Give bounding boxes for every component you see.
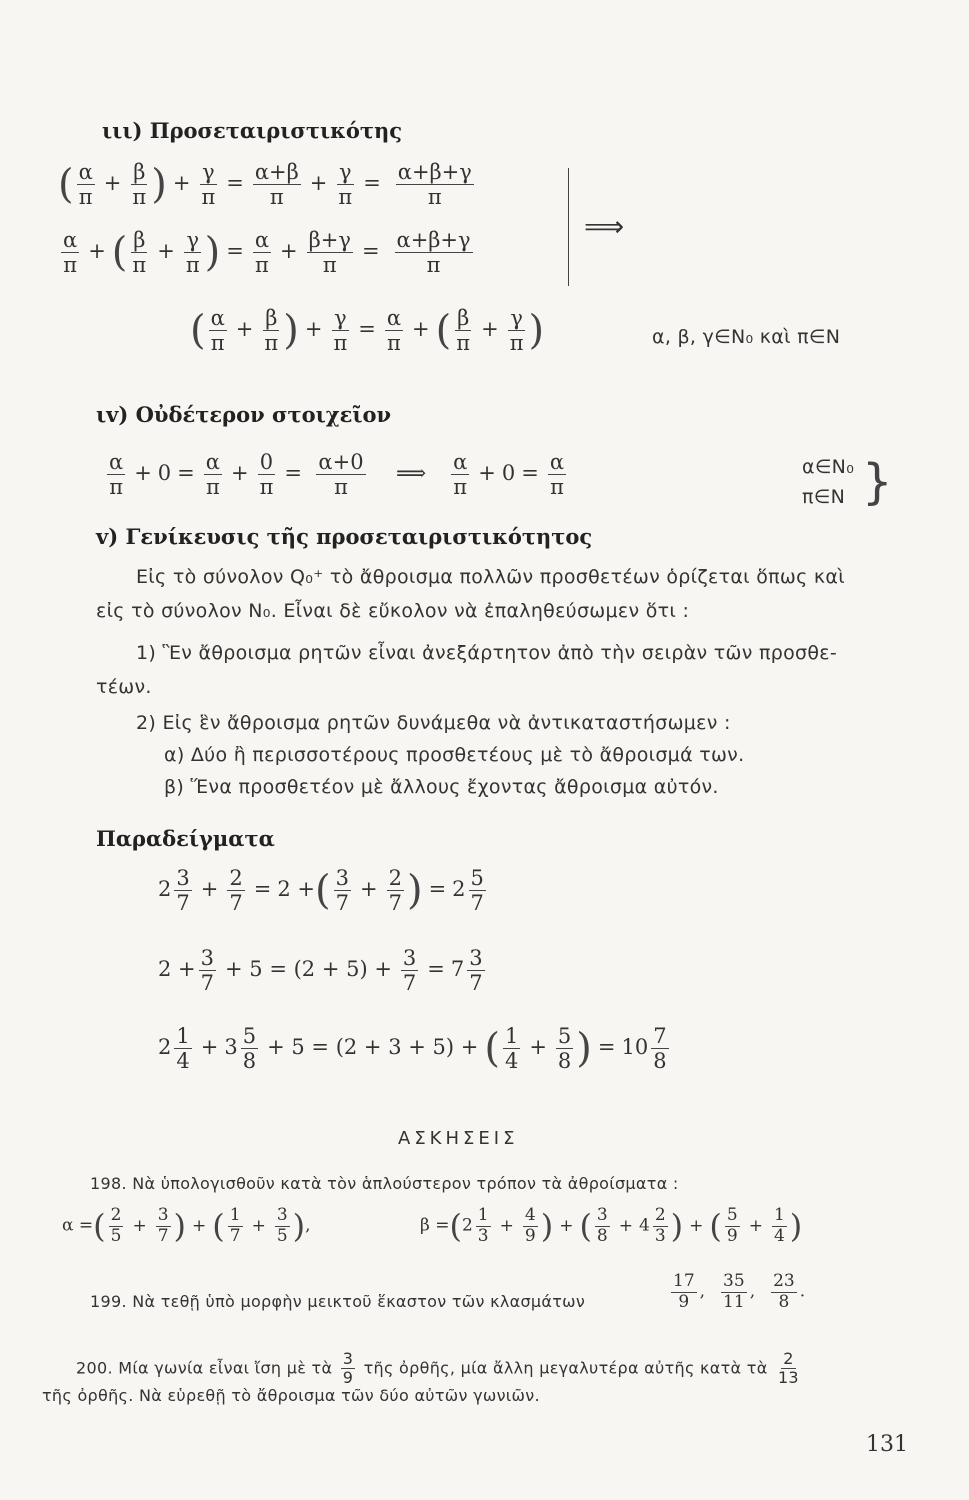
exercise-198-beta: β =(2 $\frac{1}{3}$ + $\frac{4}{9}$ ) + ( $\frac{3}{8}$ + 4 $\frac{2}{3}$ ) + ( $\frac{5}{9}$ + $\frac{1}{4}$ ) — [420, 1205, 803, 1246]
section-iv-heading: ιv) Οὐδέτερον στοιχεῖον — [96, 402, 392, 427]
identity-condition-2: π∈N — [802, 486, 846, 508]
exercise-198: 198. Νὰ ὑπολογισθοῦν κατὰ τὸν ἁπλούστερον τρόπον τὰ ἀθροίσματα : — [90, 1174, 679, 1193]
rule-2a: α) Δύο ἢ περισσοτέρους προσθετέους μὲ τὸ ἄθροισμά των. — [164, 744, 745, 766]
example-1: 2 $\frac{3}{7}$ + $\frac{2}{7}$ = 2 +( $\frac{3}{7}$ + $\frac{2}{7}$ ) = 2 $\frac{5}{7}$ — [158, 866, 484, 916]
rule-2b: β) Ἕνα προσθετέον μὲ ἄλλους ἔχοντας ἄθροισμα αὐτόν. — [164, 776, 719, 798]
assoc-result-equation: ( $\frac{\alpha}{\pi}$ + $\frac{\beta}{\pi}$ ) + $\frac{\gamma}{\pi}$ = $\frac{\alpha}{\pi}$ + ( $\frac{\beta}{\pi}$ + $\frac{\gamma}{\pi}$ ) — [190, 306, 545, 356]
identity-condition-1: α∈N₀ — [802, 456, 855, 478]
assoc-equation-row-2: $\frac{\alpha}{\pi}$ + ( $\frac{\beta}{\pi}$ + $\frac{\gamma}{\pi}$ ) = $\frac{\alpha}{\pi}$ + $\frac{\beta+\gamma}{\pi}$ = $\frac{\alpha+\beta+\gamma}{\pi}$ — [63, 228, 471, 278]
rule-1-line-1: 1) Ἓν ἄθροισμα ρητῶν εἶναι ἀνεξάρτητον ἀπὸ τὴν σειρὰν τῶν προσθε- — [136, 642, 838, 664]
exercise-199: 199. Νὰ τεθῇ ὑπὸ μορφὴν μεικτοῦ ἕκαστον τῶν κλασμάτων — [90, 1292, 586, 1311]
rule-2: 2) Εἰς ἓν ἄθροισμα ρητῶν δυνάμεθα νὰ ἀντικαταστήσωμεν : — [136, 712, 731, 734]
rule-1-line-2: τέων. — [96, 676, 152, 698]
exercise-198-alpha: α =( $\frac{2}{5}$ + $\frac{3}{7}$ ) + ( $\frac{1}{7}$ + $\frac{3}{5}$ ), — [62, 1205, 311, 1246]
example-2: 2 + $\frac{3}{7}$ + 5 = (2 + 5) + $\frac{3}{7}$ = 7 $\frac{3}{7}$ — [158, 946, 483, 996]
page-number: 131 — [866, 1432, 908, 1457]
exercises-heading: ΑΣΚΗΣΕΙΣ — [398, 1128, 519, 1149]
assoc-equation-row-1: ( $\frac{\alpha}{\pi}$ + $\frac{\beta}{\pi}$ ) + $\frac{\gamma}{\pi}$ = $\frac{\alpha+\beta}{\pi}$ + $\frac{\gamma}{\pi}$ = $\frac{\alpha+\beta+\gamma}{\pi}$ — [58, 160, 472, 210]
right-bracket — [562, 168, 569, 286]
section-v-paragraph-line-1: Εἰς τὸ σύνολον Q₀⁺ τὸ ἄθροισμα πολλῶν προσθετέων ὁρίζεται ὅπως καὶ — [136, 566, 845, 588]
examples-heading: Παραδείγματα — [96, 826, 275, 851]
assoc-conditions: α, β, γ∈N₀ καὶ π∈N — [652, 326, 841, 348]
implies-arrow-icon: ⟹ — [584, 210, 625, 243]
exercise-199-fractions: $\frac{17}{9}$ , $\frac{35}{11}$ , $\frac{23}{8}$ . — [673, 1271, 806, 1312]
exercise-200-line-2: τῆς ὀρθῆς. Νὰ εὑρεθῇ τὸ ἄθροισμα τῶν δύο αὐτῶν γωνιῶν. — [42, 1386, 540, 1405]
identity-equation: $\frac{\alpha}{\pi}$ + 0 = $\frac{\alpha}{\pi}$ + $\frac{0}{\pi}$ = $\frac{\alpha+0}{\pi}$ ⟹ $\frac{\alpha}{\pi}$ + 0 = $\frac{\alpha}{\pi}$ — [109, 450, 565, 500]
section-v-heading: v) Γενίκευσις τῆς προσεταιριστικότητος — [96, 524, 593, 549]
example-3: 2 $\frac{1}{4}$ + 3 $\frac{5}{8}$ + 5 = (2 + 3 + 5) + ( $\frac{1}{4}$ + $\frac{5}{8}$ ) = 10 $\frac{7}{8}$ — [158, 1024, 667, 1074]
section-iii-heading: ιιι) Προσεταιριστικότης — [102, 118, 403, 143]
identity-brace-icon: } — [862, 454, 893, 510]
exercise-200-line-1: 200. Μία γωνία εἶναι ἴση μὲ τὰ $\frac{3}{9}$ τῆς ὀρθῆς, μία ἄλλη μεγαλυτέρα αὐτῆς κατὰ τὰ $\frac{2}{13}$ — [76, 1349, 799, 1388]
section-v-paragraph-line-2: εἰς τὸ σύνολον N₀. Εἶναι δὲ εὔκολον νὰ ἐπαληθεύσωμεν ὅτι : — [96, 600, 690, 622]
